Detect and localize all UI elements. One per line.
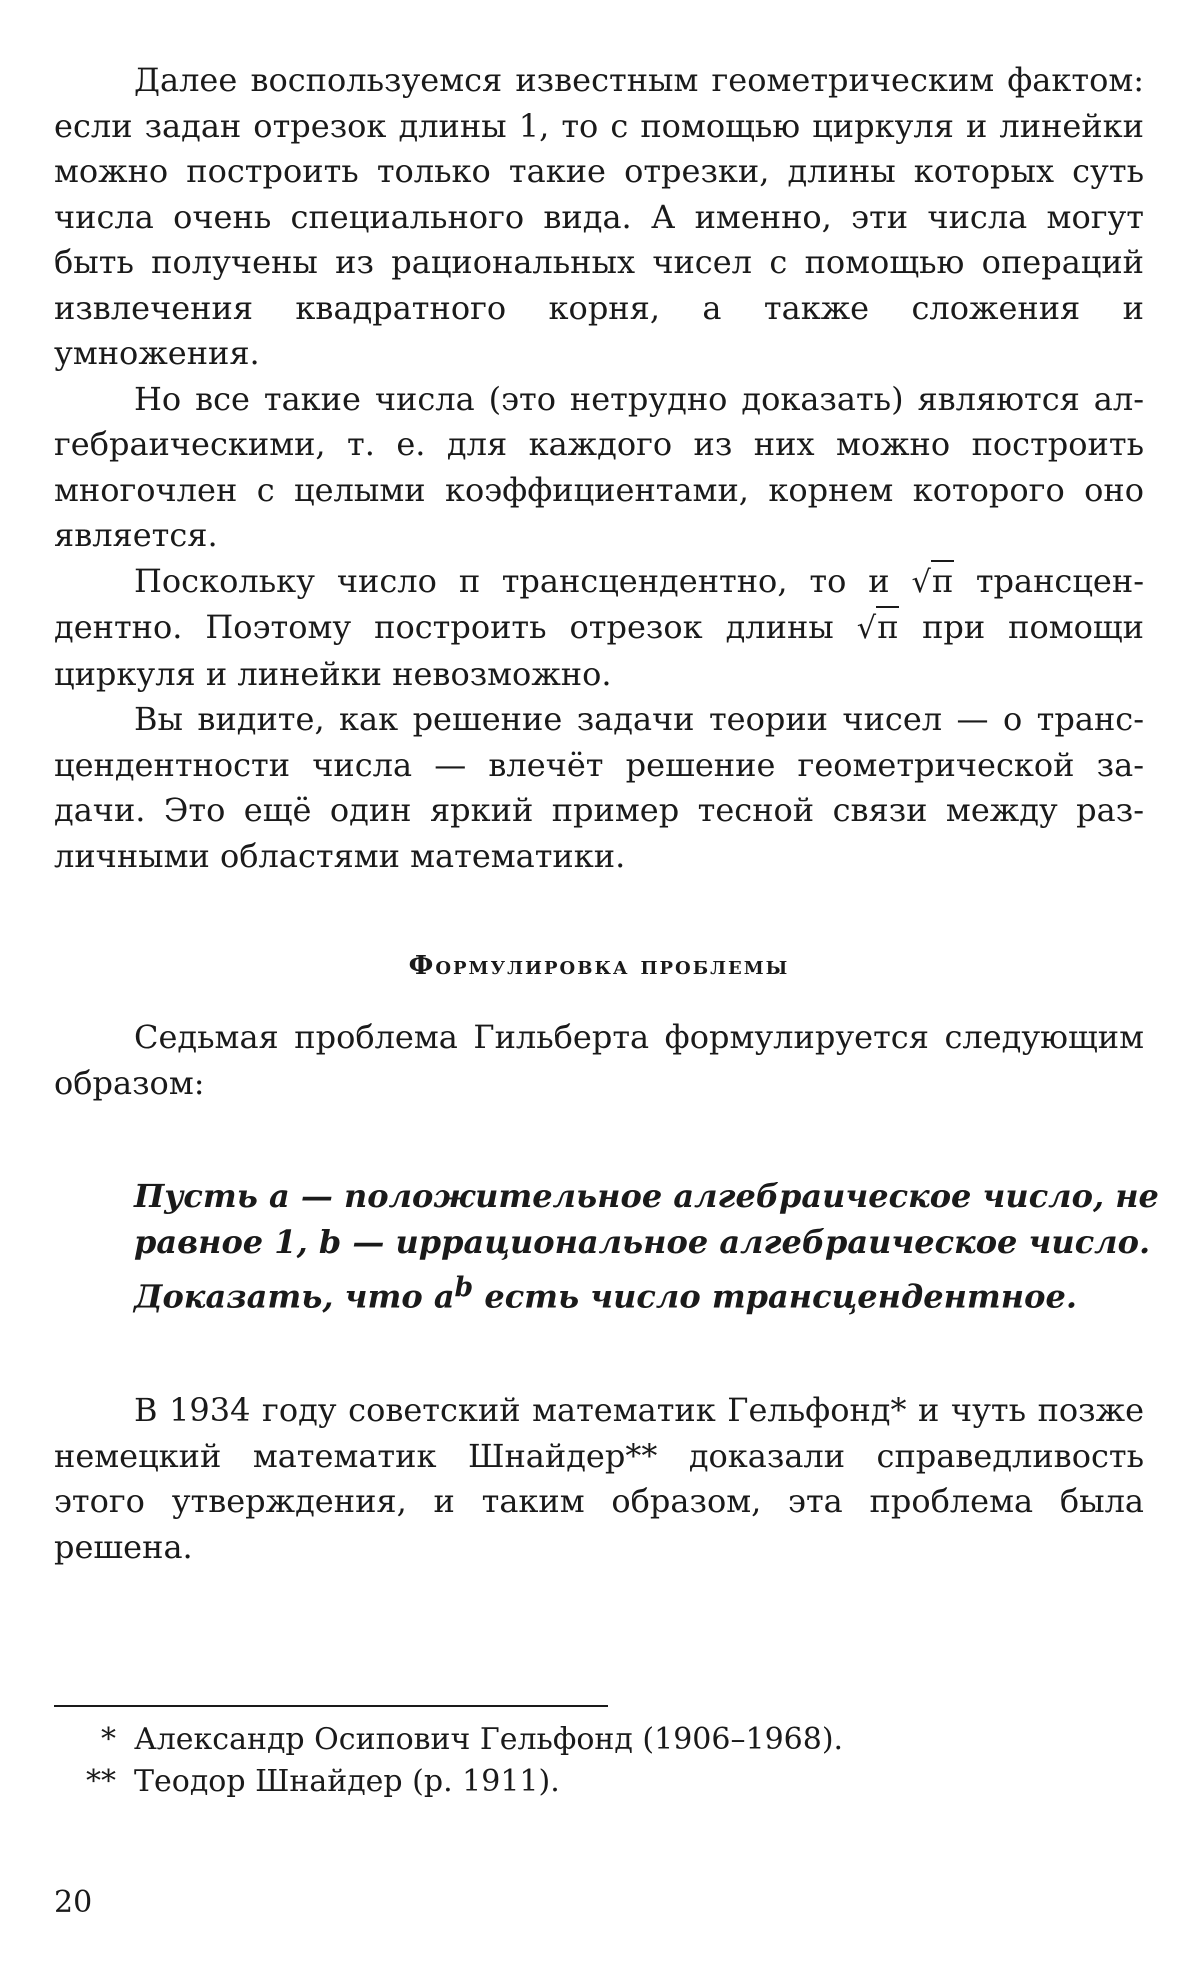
footnote-mark: ** [86, 1764, 116, 1799]
footnote-gelfond [54, 1719, 1144, 1761]
sqrt-pi-text-2: трансцендентно. Поэтому построить отрезок длины [54, 561, 1145, 646]
page-body [54, 58, 1159, 1570]
statement-line-1: Пусть a — положительное алгебраическое число, не [134, 1177, 1159, 1215]
footnotes [54, 1705, 1144, 1803]
footnote-text: Александр Осипович Гельфонд (1906–1968). [134, 1722, 844, 1757]
radicand-2: π [877, 608, 899, 646]
paragraph-sqrt-pi [54, 559, 1144, 698]
footnote-schneider [54, 1761, 1144, 1803]
paragraph-geometric-fact: Далее воспользуемся известным геометрическим фактом: если задан отрезок длины 1, то с помощью циркуля и линейки можно построить только такие отрезки, длины которых суть числа очень специального вида. А именно, эти числа могут быть получены из рациональных чисел с помощью операций извлечения квадратного корня, а также сложения и умножения. [54, 61, 1144, 372]
section-heading: Формулировка проблемы [408, 951, 790, 981]
sqrt-pi-text-3: при помощи циркуля и линейки невозможно. [54, 608, 1145, 693]
statement-line-3-part-2: есть число трансцендентное. [473, 1277, 1077, 1316]
statement-line-2: равное 1, b — иррациональное алгебраическое число. [134, 1222, 1151, 1261]
page-number: 20 [54, 1885, 93, 1920]
paragraph-hilbert-seventh: Седьмая проблема Гильберта формулируется следующим образом: [54, 1018, 1144, 1102]
sqrt-pi-text-1: Поскольку число π трансцендентно, то и [134, 561, 912, 600]
footnote-rule [54, 1705, 608, 1707]
statement-line-3 [134, 1265, 1124, 1320]
radicand: π [931, 561, 953, 600]
problem-statement [134, 1174, 1159, 1320]
paragraph-gelfond-schneider: В 1934 году советский математик Гельфонд* и чуть позже немецкий математик Шнайдер** доказали справедливость этого утверждения, и таким образом, эта проблема была решена. [54, 1391, 1144, 1566]
radical-sign: √ [911, 564, 931, 600]
radical-sign-2: √ [856, 611, 877, 646]
sqrt-pi-expression [912, 562, 954, 600]
statement-line-3-part-1: Доказать, что a [134, 1277, 455, 1316]
sqrt-pi-expression-2 [857, 608, 899, 646]
footnote-text: Теодор Шнайдер (р. 1911). [134, 1764, 560, 1799]
paragraph-number-theory-link: Вы видите, как решение задачи теории чисел — о трансцендентности числа — влечёт решение геометрической задачи. Это ещё один яркий пример тесной связи между различными областями математики. [54, 700, 1144, 875]
exponent-b: b [454, 1272, 474, 1303]
paragraph-algebraic-numbers: Но все такие числа (это нетрудно доказать) являются алгебраическими, т. е. для каждого из них можно построить многочлен с целыми коэффициентами, корнем которого оно является. [54, 379, 1144, 554]
footnote-mark: * [101, 1722, 116, 1757]
